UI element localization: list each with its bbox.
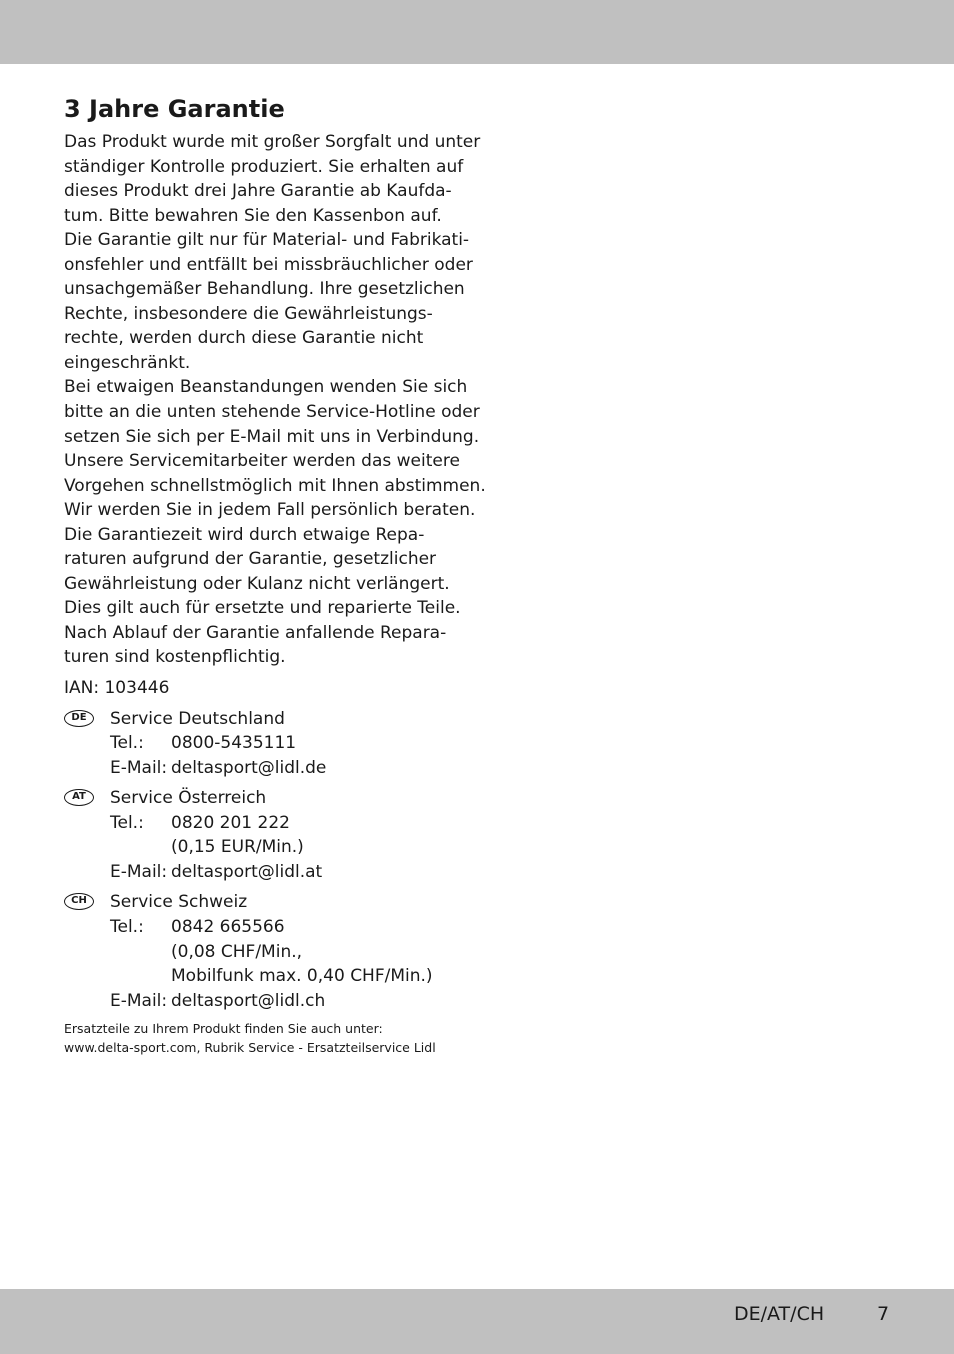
email-address: deltasport@lidl.de xyxy=(171,757,327,778)
warranty-section xyxy=(64,92,486,1057)
country-badge-de: DE xyxy=(64,710,94,727)
warranty-line: turen sind kostenpflichtig. xyxy=(64,647,286,668)
service-phone-note-row xyxy=(110,964,464,989)
service-at xyxy=(64,786,464,884)
phone-number: 0842 665566 xyxy=(171,916,285,937)
warranty-line: Rechte, insbesondere die Gewährleistungs- xyxy=(64,303,433,324)
phone-rate-note: (0,08 CHF/Min., xyxy=(171,941,303,962)
country-badge-ch: CH xyxy=(64,893,94,910)
warranty-line: tum. Bitte bewahren Sie den Kassenbon auf. xyxy=(64,205,442,226)
warranty-line: Bei etwaigen Beanstandungen wenden Sie sich xyxy=(64,377,468,398)
country-badge-at: AT xyxy=(64,789,94,806)
service-ch xyxy=(64,890,464,1013)
service-name: Service Österreich xyxy=(110,788,267,809)
warranty-line: Die Garantie gilt nur für Material- und Fabrikati- xyxy=(64,230,470,251)
spare-parts-note xyxy=(64,1019,464,1057)
warranty-line: raturen aufgrund der Garantie, gesetzlicher xyxy=(64,549,437,570)
phone-label: Tel.: xyxy=(110,916,144,937)
service-email-row xyxy=(110,989,464,1014)
email-address: deltasport@lidl.ch xyxy=(171,990,326,1011)
service-phone-row xyxy=(110,811,464,836)
service-phone-row xyxy=(110,915,464,940)
ian-number: IAN: 103446 xyxy=(64,678,170,699)
warranty-line: Wir werden Sie in jedem Fall persönlich beraten. xyxy=(64,500,476,521)
phone-label: Tel.: xyxy=(110,733,144,754)
phone-number: 0800-5435111 xyxy=(171,733,297,754)
phone-rate-note: Mobilfunk max. 0,40 CHF/Min.) xyxy=(171,966,433,987)
warranty-line: dieses Produkt drei Jahre Garantie ab Kaufda- xyxy=(64,181,452,202)
email-label: E-Mail: xyxy=(110,757,168,778)
email-label: E-Mail: xyxy=(110,990,168,1011)
page-number: 7 xyxy=(877,1303,890,1325)
service-phone-row xyxy=(110,731,464,756)
warranty-line: setzen Sie sich per E-Mail mit uns in Verbindung. xyxy=(64,426,480,447)
warranty-line: unsachgemäßer Behandlung. Ihre gesetzlichen xyxy=(64,279,465,300)
service-phone-note-row xyxy=(110,940,464,965)
email-address: deltasport@lidl.at xyxy=(171,861,323,882)
warranty-line: Dies gilt auch für ersetzte und reparierte Teile. xyxy=(64,598,461,619)
service-name: Service Schweiz xyxy=(110,892,248,913)
header-bar xyxy=(0,0,954,64)
service-name: Service Deutschland xyxy=(110,708,285,729)
phone-label: Tel.: xyxy=(110,812,144,833)
service-phone-note-row xyxy=(110,835,464,860)
phone-number: 0820 201 222 xyxy=(171,812,290,833)
spare-parts-line: Ersatzteile zu Ihrem Produkt finden Sie auch unter: xyxy=(64,1021,383,1037)
warranty-line: ständiger Kontrolle produziert. Sie erhalten auf xyxy=(64,156,464,177)
service-de xyxy=(64,707,464,781)
warranty-line: eingeschränkt. xyxy=(64,352,191,373)
footer-language: DE/AT/CH xyxy=(734,1303,825,1325)
warranty-line: Das Produkt wurde mit großer Sorgfalt und unter xyxy=(64,132,481,152)
service-email-row xyxy=(110,756,464,781)
warranty-line: bitte an die unten stehende Service-Hotline oder xyxy=(64,402,480,423)
service-email-row xyxy=(110,860,464,885)
warranty-text xyxy=(64,130,486,670)
email-label: E-Mail: xyxy=(110,861,168,882)
warranty-line: Nach Ablauf der Garantie anfallende Repara- xyxy=(64,622,447,643)
spare-parts-line: www.delta-sport.com, Rubrik Service - Ersatzteilservice Lidl xyxy=(64,1040,436,1056)
warranty-line: Unsere Servicemitarbeiter werden das weitere xyxy=(64,451,460,472)
warranty-line: Vorgehen schnellstmöglich mit Ihnen abstimmen. xyxy=(64,475,486,496)
page-title: 3 Jahre Garantie xyxy=(64,95,285,123)
warranty-line: Die Garantiezeit wird durch etwaige Repa- xyxy=(64,524,425,545)
warranty-line: rechte, werden durch diese Garantie nicht xyxy=(64,328,424,349)
phone-rate-note: (0,15 EUR/Min.) xyxy=(171,837,304,858)
warranty-line: Gewährleistung oder Kulanz nicht verlängert. xyxy=(64,573,450,594)
warranty-line: onsfehler und entfällt bei missbräuchlicher oder xyxy=(64,254,473,275)
